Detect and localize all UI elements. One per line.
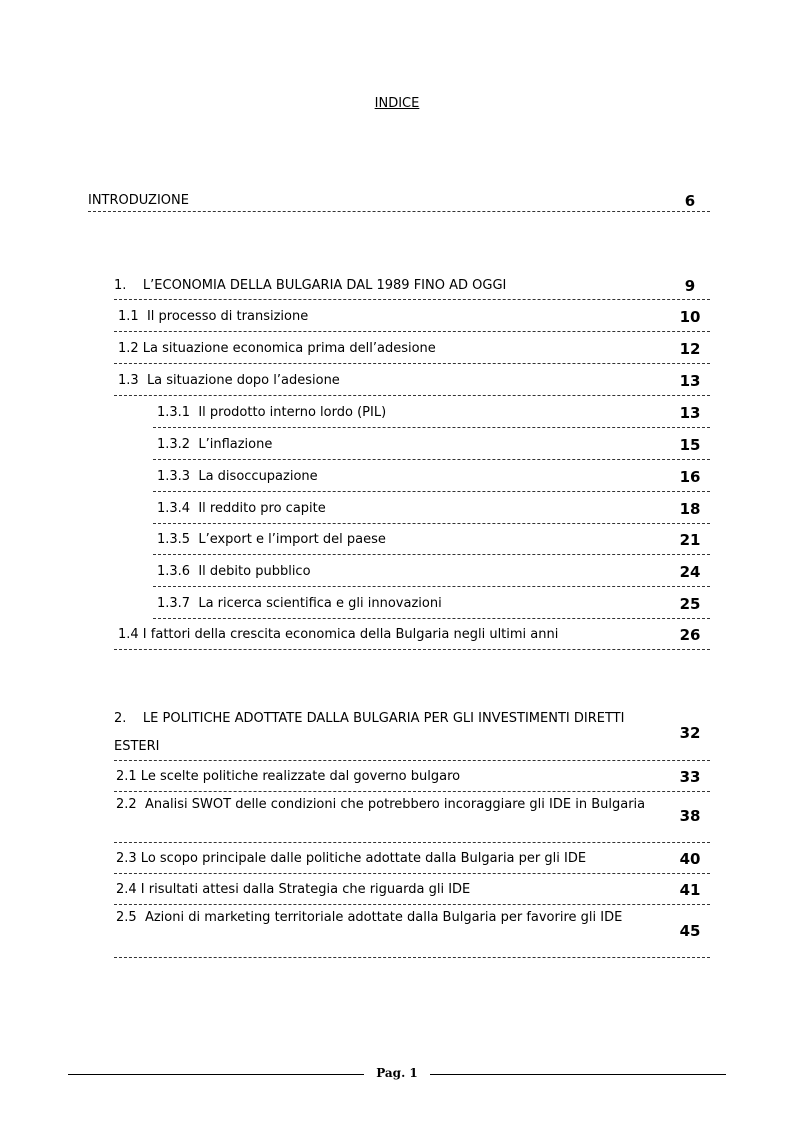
toc-page: 32 bbox=[679, 724, 701, 742]
toc-entry[interactable] bbox=[114, 845, 710, 874]
toc-label: 1.3.6 Il debito pubblico bbox=[157, 564, 311, 579]
toc-label: 2.5 Azioni di marketing territoriale adottate dalla Bulgaria per favorire gli IDE bbox=[116, 910, 623, 925]
page-number: Pag. 1 bbox=[376, 1066, 418, 1080]
toc-label: 1.3.4 Il reddito pro capite bbox=[157, 501, 326, 516]
toc-label: 1.3.1 Il prodotto interno lordo (PIL) bbox=[157, 405, 387, 420]
toc-entry[interactable] bbox=[153, 495, 710, 524]
toc-entry[interactable] bbox=[114, 621, 710, 650]
toc-label: 2. LE POLITICHE ADOTTATE DALLA BULGARIA PER GLI INVESTIMENTI DIRETTI ESTERI bbox=[114, 711, 629, 754]
toc-label: INTRODUZIONE bbox=[88, 193, 189, 208]
toc-entry[interactable] bbox=[114, 763, 710, 792]
toc-entry[interactable] bbox=[114, 876, 710, 905]
toc-label: 2.1 Le scelte politiche realizzate dal governo bulgaro bbox=[116, 769, 461, 784]
toc-entry[interactable] bbox=[114, 904, 710, 958]
toc-label: 1. L’ECONOMIA DELLA BULGARIA DAL 1989 FINO AD OGGI bbox=[114, 278, 507, 293]
toc-entry[interactable] bbox=[114, 791, 710, 843]
toc-label: 2.4 I risultati attesi dalla Strategia che riguarda gli IDE bbox=[116, 882, 471, 897]
toc-label: 2.3 Lo scopo principale dalle politiche adottate dalla Bulgaria per gli IDE bbox=[116, 851, 587, 866]
toc-page: 33 bbox=[679, 768, 701, 786]
toc-entry[interactable] bbox=[114, 303, 710, 332]
toc-label: 1.1 Il processo di transizione bbox=[118, 309, 309, 324]
toc-label: 1.3.2 L’inflazione bbox=[157, 437, 273, 452]
toc-label: 1.4 I fattori della crescita economica della Bulgaria negli ultimi anni bbox=[118, 627, 559, 642]
toc-entry[interactable] bbox=[153, 431, 710, 460]
toc-page: 41 bbox=[679, 881, 701, 899]
toc-entry-chapter-1[interactable] bbox=[114, 272, 710, 300]
toc-label: 1.3 La situazione dopo l’adesione bbox=[118, 373, 340, 388]
toc-page: 45 bbox=[679, 922, 701, 940]
toc-label: 1.3.3 La disoccupazione bbox=[157, 469, 318, 484]
toc-label: 1.3.5 L’export e l’import del paese bbox=[157, 532, 386, 547]
toc-page: 13 bbox=[679, 372, 701, 390]
toc-page: 16 bbox=[679, 468, 701, 486]
toc-entry[interactable] bbox=[114, 335, 710, 364]
toc-page: 9 bbox=[684, 277, 696, 295]
toc-page: 40 bbox=[679, 850, 701, 868]
toc-page: 12 bbox=[679, 340, 701, 358]
toc-page: 10 bbox=[679, 308, 701, 326]
toc-entry[interactable] bbox=[153, 590, 710, 619]
toc-label: 2.2 Analisi SWOT delle condizioni che potrebbero incoraggiare gli IDE in Bulgaria bbox=[116, 797, 646, 812]
toc-label: 1.3.7 La ricerca scientifica e gli innovazioni bbox=[157, 596, 442, 611]
toc-page: 25 bbox=[679, 595, 701, 613]
toc-page: 21 bbox=[679, 531, 701, 549]
toc-entry[interactable] bbox=[153, 558, 710, 587]
toc-page: 38 bbox=[679, 807, 701, 825]
toc-page: 13 bbox=[679, 404, 701, 422]
toc-page: 18 bbox=[679, 500, 701, 518]
toc-entry-chapter-2[interactable] bbox=[114, 705, 710, 761]
toc-entry-introduzione[interactable] bbox=[88, 188, 710, 212]
toc-page: 24 bbox=[679, 563, 701, 581]
toc-page: 15 bbox=[679, 436, 701, 454]
toc-entry[interactable] bbox=[153, 463, 710, 492]
toc-page: 26 bbox=[679, 626, 701, 644]
toc-page: 6 bbox=[684, 192, 696, 210]
toc-label: 1.2 La situazione economica prima dell’adesione bbox=[118, 341, 436, 356]
toc-entry[interactable] bbox=[153, 526, 710, 555]
toc-entry[interactable] bbox=[153, 399, 710, 428]
toc-entry[interactable] bbox=[114, 367, 710, 396]
page-title: INDICE bbox=[374, 96, 420, 111]
